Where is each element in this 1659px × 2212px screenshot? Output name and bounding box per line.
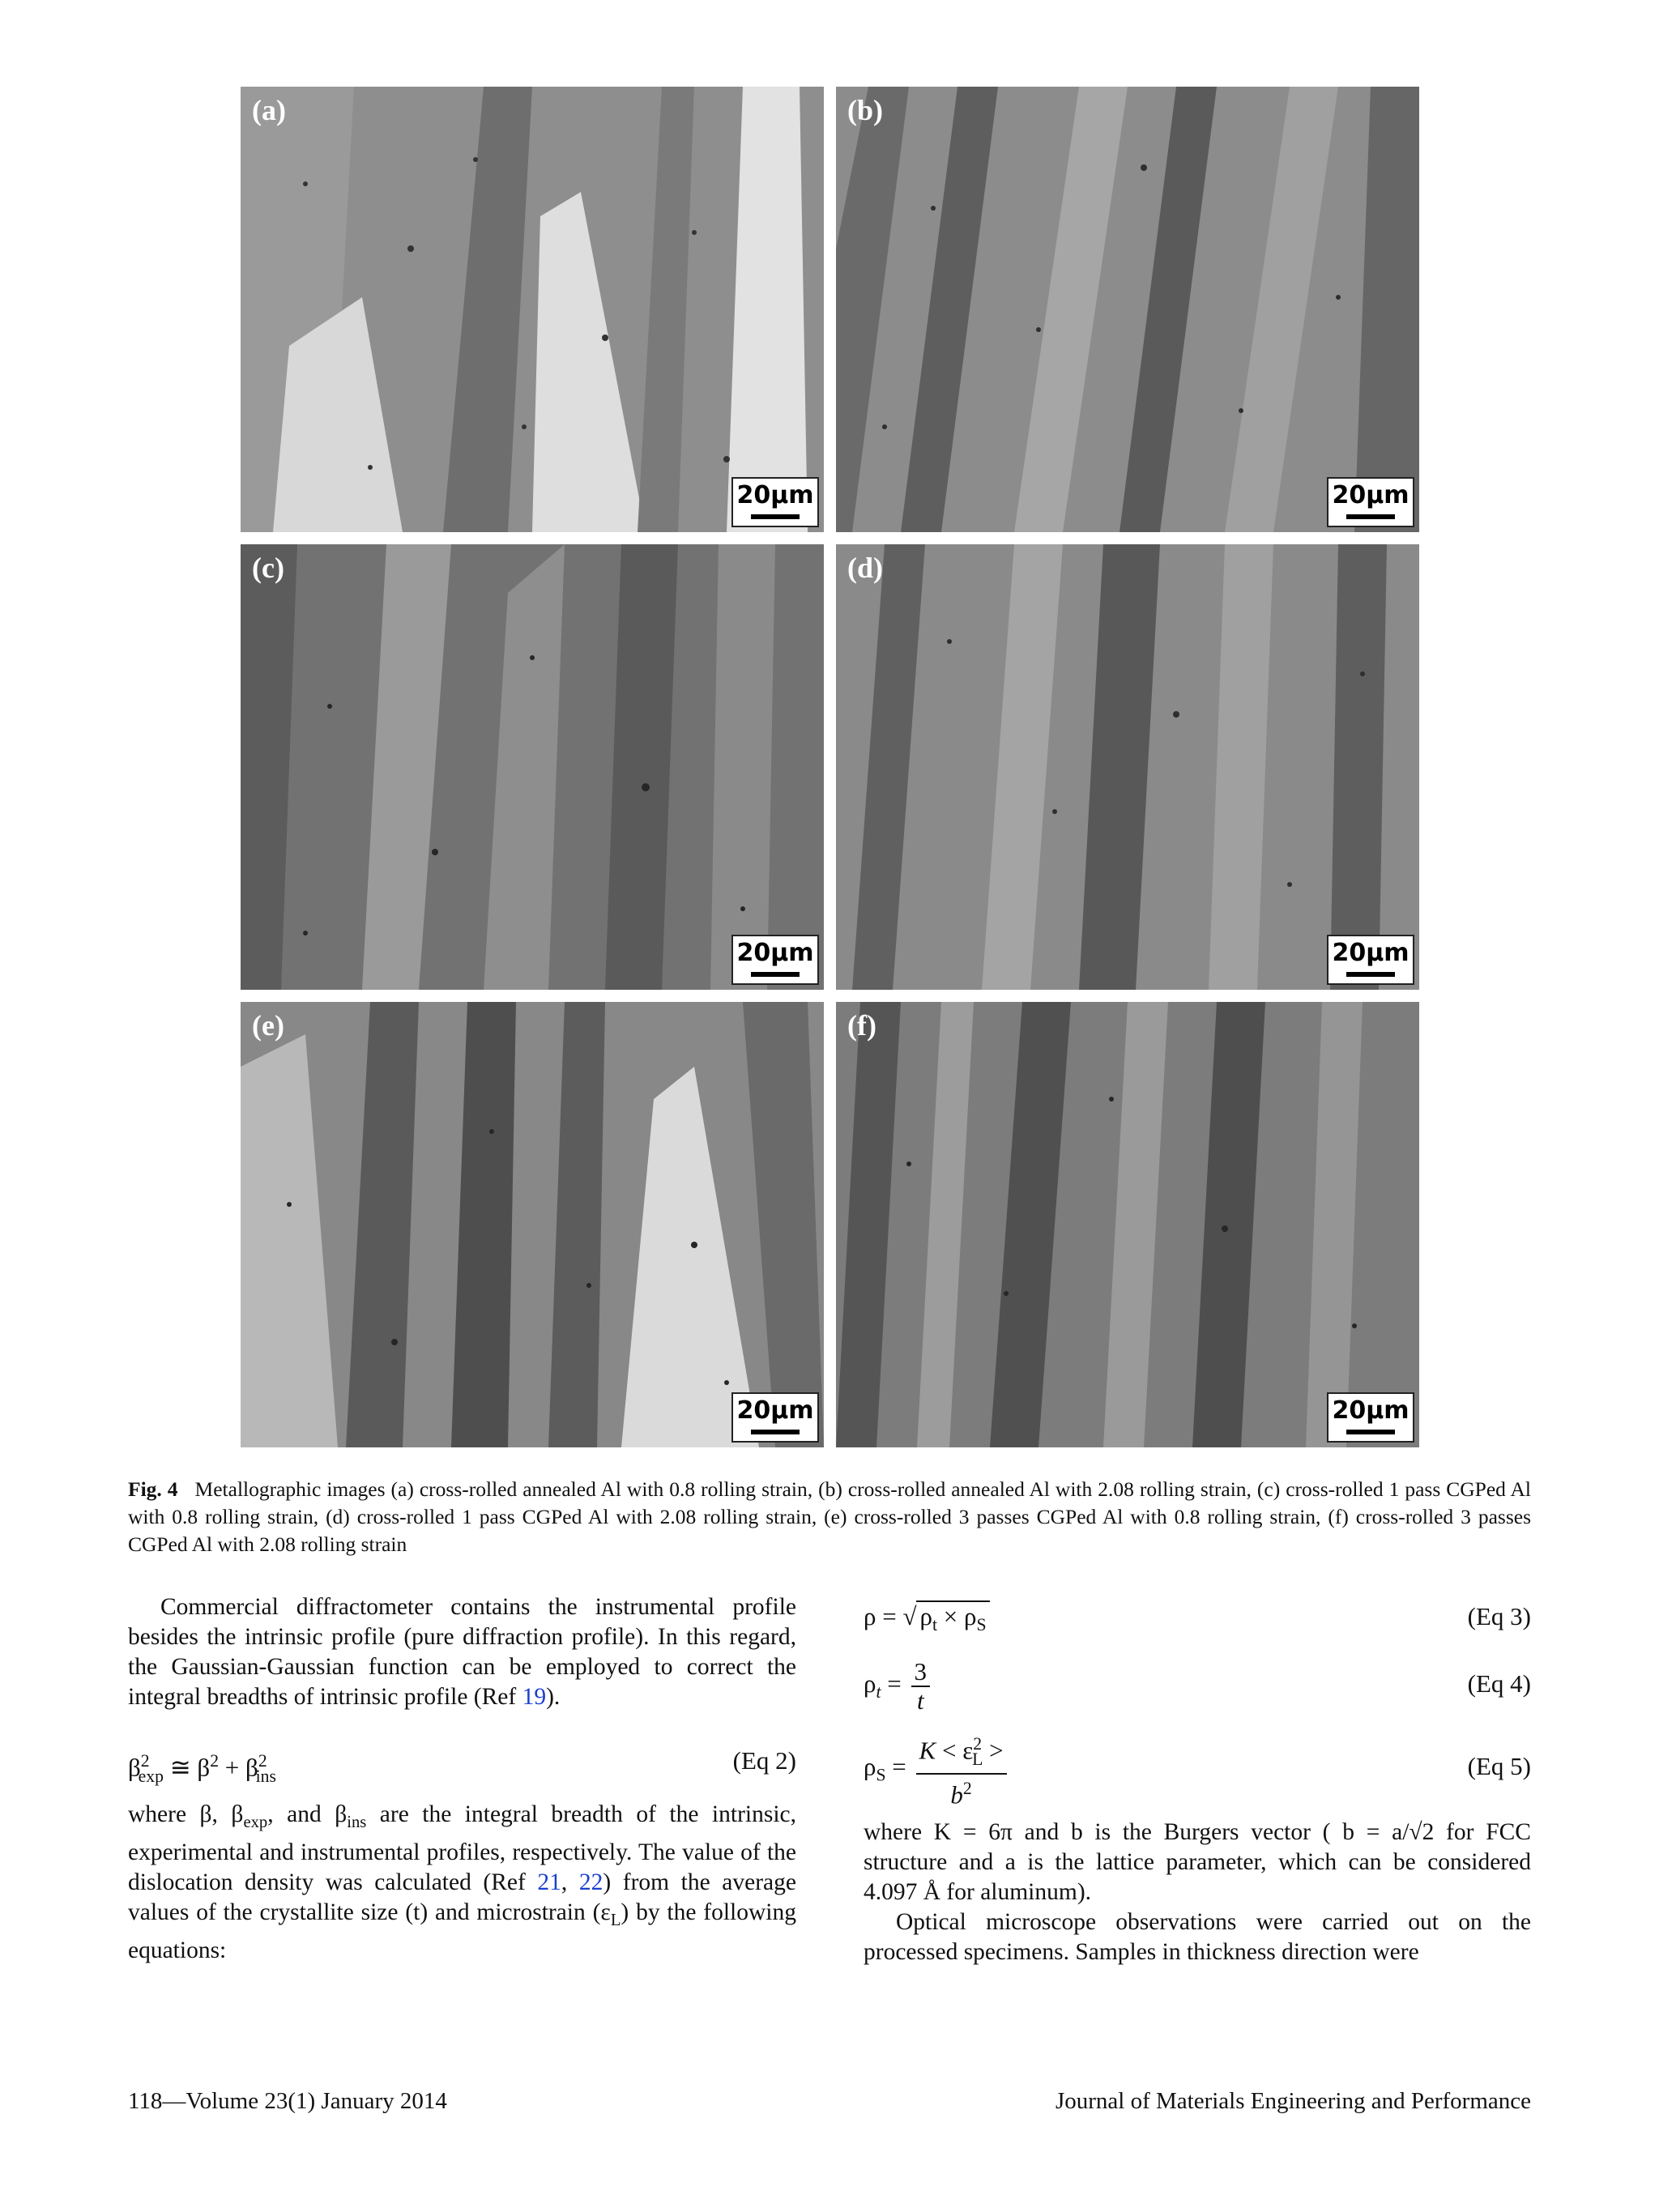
scale-bar-text: 20µm	[1332, 481, 1410, 509]
scale-bar-text: 20µm	[1332, 939, 1410, 967]
equation-number: (Eq 5)	[1467, 1752, 1531, 1780]
paragraph-text: ,	[561, 1869, 579, 1895]
scale-bar	[1327, 935, 1414, 985]
scale-bar-text: 20µm	[1332, 1396, 1410, 1425]
scale-bar-line	[1346, 1430, 1395, 1434]
scale-bar	[1327, 1392, 1414, 1443]
equation-3	[864, 1592, 1531, 1641]
figure-caption	[128, 1476, 1531, 1558]
micrograph-panel-b	[836, 87, 1419, 532]
scale-bar	[1327, 477, 1414, 527]
paragraph-text: , and β	[267, 1801, 348, 1827]
scale-bar-line	[751, 514, 800, 519]
caption-text: Metallographic images (a) cross-rolled annealed Al with 0.8 rolling strain, (b) cross-rolled annealed Al with 2.08 rolling strain, (c) cross-rolled 1 pass CGPed Al with 0.8 rolling strain, (d) cross-rolled 1 pass CGPed Al with 2.08 rolling strain, (e) cross-rolled 3 passes CGPed Al with 0.8 rolling strain, (f) cross-rolled 3 passes CGPed Al with 2.08 rolling strain	[128, 1477, 1532, 1556]
panel-label: (a)	[252, 94, 286, 126]
panel-label: (d)	[847, 552, 883, 584]
paragraph-text: ) from the average values of the crystallite size (t) and microstrain (ε	[128, 1869, 796, 1925]
scale-bar-line	[751, 972, 800, 977]
micrograph-b-image	[836, 87, 1419, 532]
micrograph-panel-d	[836, 544, 1419, 990]
equation-body: $\rho_S$ = $\frac{K < \varepsilon^2_L >}{b^2}$	[864, 1730, 1010, 1812]
micrograph-a-image	[241, 87, 824, 532]
equation-body: ρ = √ $\rho_t \times \rho_S$	[864, 1592, 990, 1649]
footer-page-info: 118—Volume 23(1) January 2014	[128, 2088, 447, 2114]
panel-label: (c)	[252, 552, 284, 584]
footer-journal-name: Journal of Materials Engineering and Performance	[1055, 2088, 1531, 2114]
paragraph-2	[128, 1800, 796, 1966]
equation-body: $\rho_t$ = $\frac{3}{t}$	[864, 1649, 933, 1727]
subscript: ins	[347, 1813, 367, 1831]
paragraph-text: ).	[546, 1684, 561, 1710]
equation-number: (Eq 2)	[732, 1746, 796, 1775]
micrograph-panel-f	[836, 1002, 1419, 1447]
scale-bar	[731, 935, 819, 985]
equation-4	[864, 1649, 1531, 1719]
micrograph-panel-a	[241, 87, 824, 532]
panel-label: (e)	[252, 1009, 284, 1042]
caption-label: Fig. 4	[128, 1477, 178, 1501]
scale-bar-line	[1346, 514, 1395, 519]
paragraph-1	[128, 1592, 796, 1712]
paragraph-text: are the integral breadth of the intrinsic, experimental and instrumental profiles, respectively. The value of the dislocation density was calculated (Ref	[128, 1801, 796, 1895]
scale-bar-text: 20µm	[736, 481, 814, 509]
micrograph-panel-e	[241, 1002, 824, 1447]
panel-label: (f)	[847, 1009, 876, 1042]
paragraph-text: where β, β	[128, 1801, 244, 1827]
micrograph-f-image	[836, 1002, 1419, 1447]
micrograph-c-image	[241, 544, 824, 990]
scale-bar-text: 20µm	[736, 939, 814, 967]
reference-link[interactable]: 21	[537, 1869, 561, 1895]
micrograph-panel-c	[241, 544, 824, 990]
equation-number: (Eq 4)	[1467, 1669, 1531, 1698]
figure-4	[241, 87, 1419, 1447]
micrograph-e-image	[241, 1002, 824, 1447]
scale-bar-line	[1346, 972, 1395, 977]
equation-2	[128, 1737, 796, 1785]
panel-label: (b)	[847, 94, 883, 126]
left-column	[128, 1592, 796, 1966]
paragraph-4: Optical microscope observations were carried out on the processed specimens. Samples in thickness direction were	[864, 1909, 1531, 1965]
scale-bar-line	[751, 1430, 800, 1434]
reference-link[interactable]: 19	[522, 1684, 547, 1710]
equation-5	[864, 1730, 1531, 1809]
equation-body: $\beta^2_{exp}$ ≅ $\beta^2 + \beta^2_{ins}$	[128, 1751, 276, 1786]
scale-bar	[731, 1392, 819, 1443]
paragraph-3: where K = 6π and b is the Burgers vector ( b = a/√2 for FCC structure and a is the lattice parameter, which can be considered 4.097 Å for aluminum).	[864, 1819, 1531, 1905]
micrograph-d-image	[836, 544, 1419, 990]
subscript: L	[610, 1911, 621, 1929]
subscript: exp	[243, 1813, 268, 1831]
reference-link[interactable]: 22	[578, 1869, 603, 1895]
paragraph-text: ) by the following equations:	[128, 1899, 796, 1963]
paragraph-text: Commercial diffractometer contains the instrumental profile besides the intrinsic profile (pure diffraction profile). In this regard, the Gaussian-Gaussian function can be employed to correct the integral breadths of intrinsic profile (Ref	[128, 1594, 796, 1710]
equation-number: (Eq 3)	[1467, 1602, 1531, 1630]
right-column	[864, 1592, 1531, 1967]
scale-bar-text: 20µm	[736, 1396, 814, 1425]
scale-bar	[731, 477, 819, 527]
